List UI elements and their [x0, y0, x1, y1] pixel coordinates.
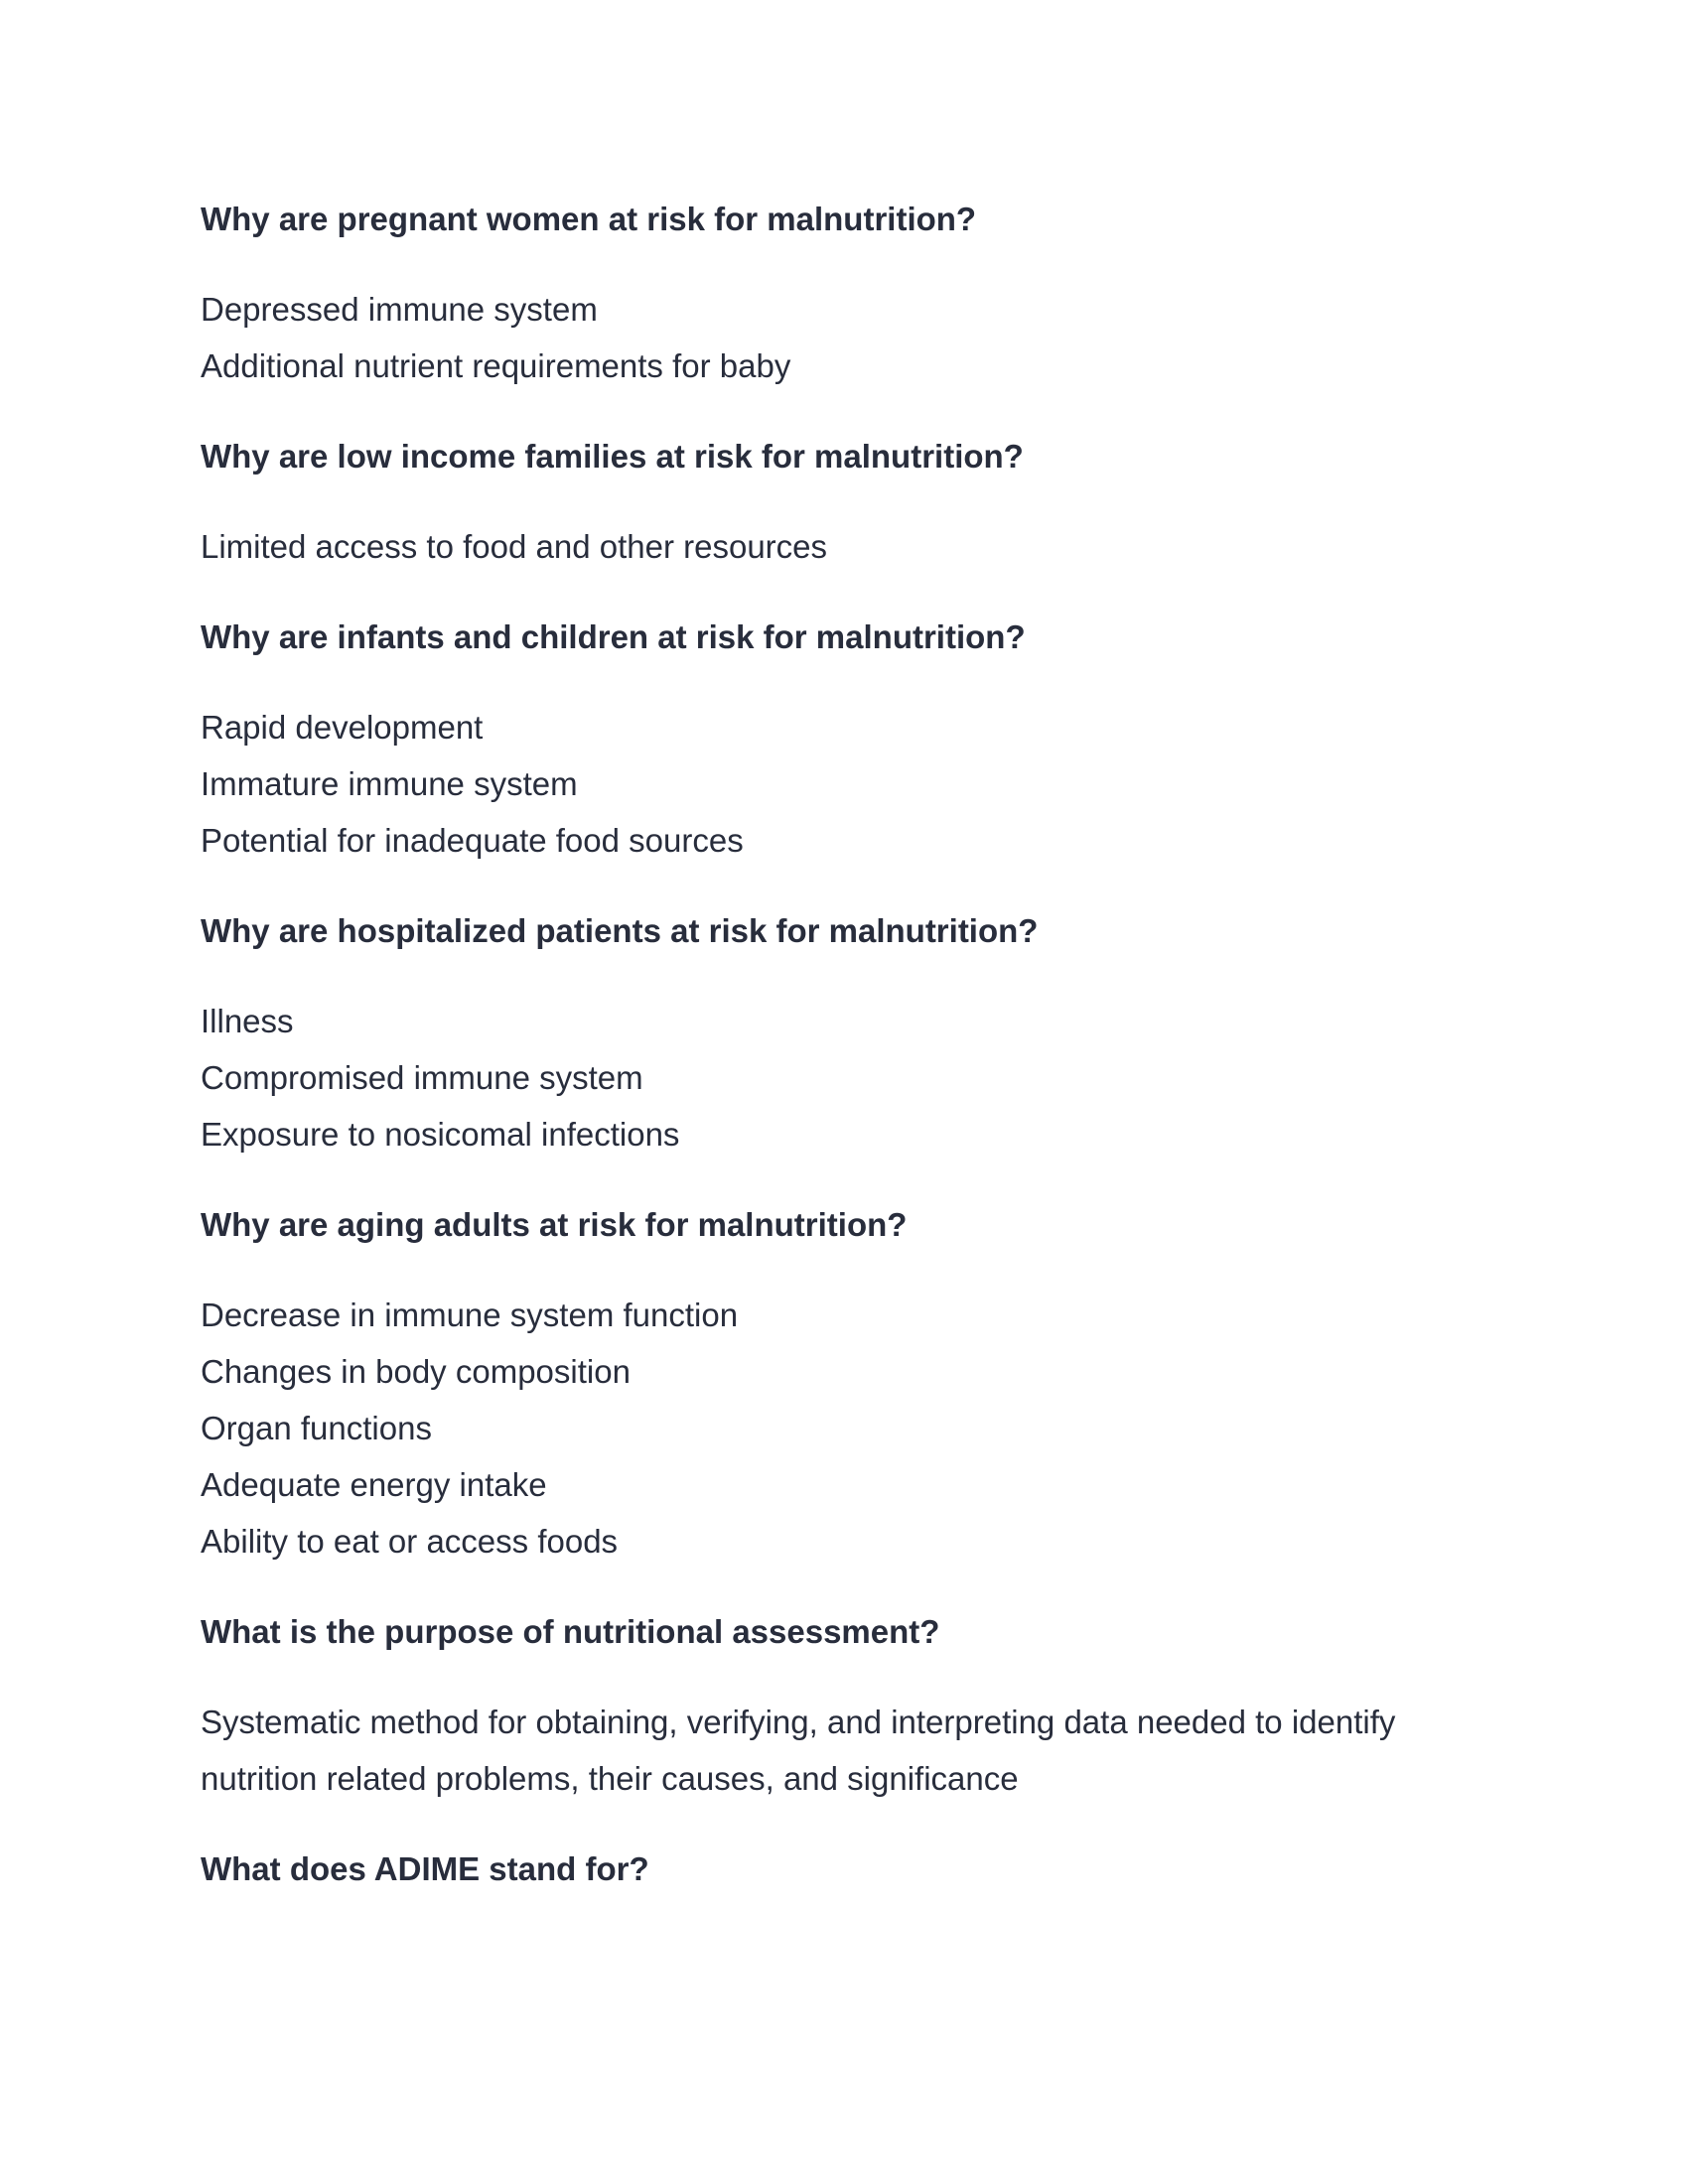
answer-item: Rapid development: [201, 709, 484, 746]
question-heading: Why are pregnant women at risk for malnutrition?: [201, 201, 977, 237]
qa-section-infants-children: [201, 609, 1491, 869]
answer-item: Illness: [201, 1003, 294, 1039]
answer-item: Exposure to nosicomal infections: [201, 1116, 680, 1153]
qa-section-aging-adults: [201, 1196, 1491, 1570]
document-page: [201, 191, 1491, 1897]
answer-item: Depressed immune system: [201, 291, 598, 328]
answer-item: Adequate energy intake: [201, 1466, 547, 1503]
qa-section-hospitalized-patients: [201, 902, 1491, 1162]
answer-item: Immature immune system: [201, 765, 578, 802]
question-heading: Why are aging adults at risk for malnutrition?: [201, 1206, 908, 1243]
answer-list: [201, 993, 1491, 1162]
answer-item: Additional nutrient requirements for baby: [201, 347, 791, 384]
qa-section-adime: [201, 1841, 1491, 1897]
answer-list: [201, 281, 1491, 394]
answer-item: Decrease in immune system function: [201, 1297, 739, 1333]
answer-paragraph: [201, 1694, 1491, 1807]
question-heading: Why are hospitalized patients at risk for malnutrition?: [201, 912, 1039, 949]
paragraph-line: Systematic method for obtaining, verifying, and interpreting data needed to identify: [201, 1704, 1396, 1740]
question-heading: What does ADIME stand for?: [201, 1850, 649, 1887]
answer-item: Organ functions: [201, 1410, 432, 1446]
qa-section-nutritional-assessment: [201, 1603, 1491, 1807]
question-heading: What is the purpose of nutritional assessment?: [201, 1613, 940, 1650]
qa-section-low-income-families: [201, 428, 1491, 575]
answer-item: Changes in body composition: [201, 1353, 631, 1390]
answer-item: Potential for inadequate food sources: [201, 822, 744, 859]
answer-list: [201, 518, 1491, 575]
question-heading: Why are low income families at risk for malnutrition?: [201, 438, 1024, 475]
question-heading: Why are infants and children at risk for malnutrition?: [201, 618, 1026, 655]
answer-item: Compromised immune system: [201, 1059, 643, 1096]
answer-item: Ability to eat or access foods: [201, 1523, 619, 1560]
paragraph-line: nutrition related problems, their causes, and significance: [201, 1760, 1019, 1797]
answer-item: Limited access to food and other resources: [201, 528, 828, 565]
qa-section-pregnant-women: [201, 191, 1491, 394]
answer-list: [201, 699, 1491, 869]
answer-list: [201, 1287, 1491, 1570]
